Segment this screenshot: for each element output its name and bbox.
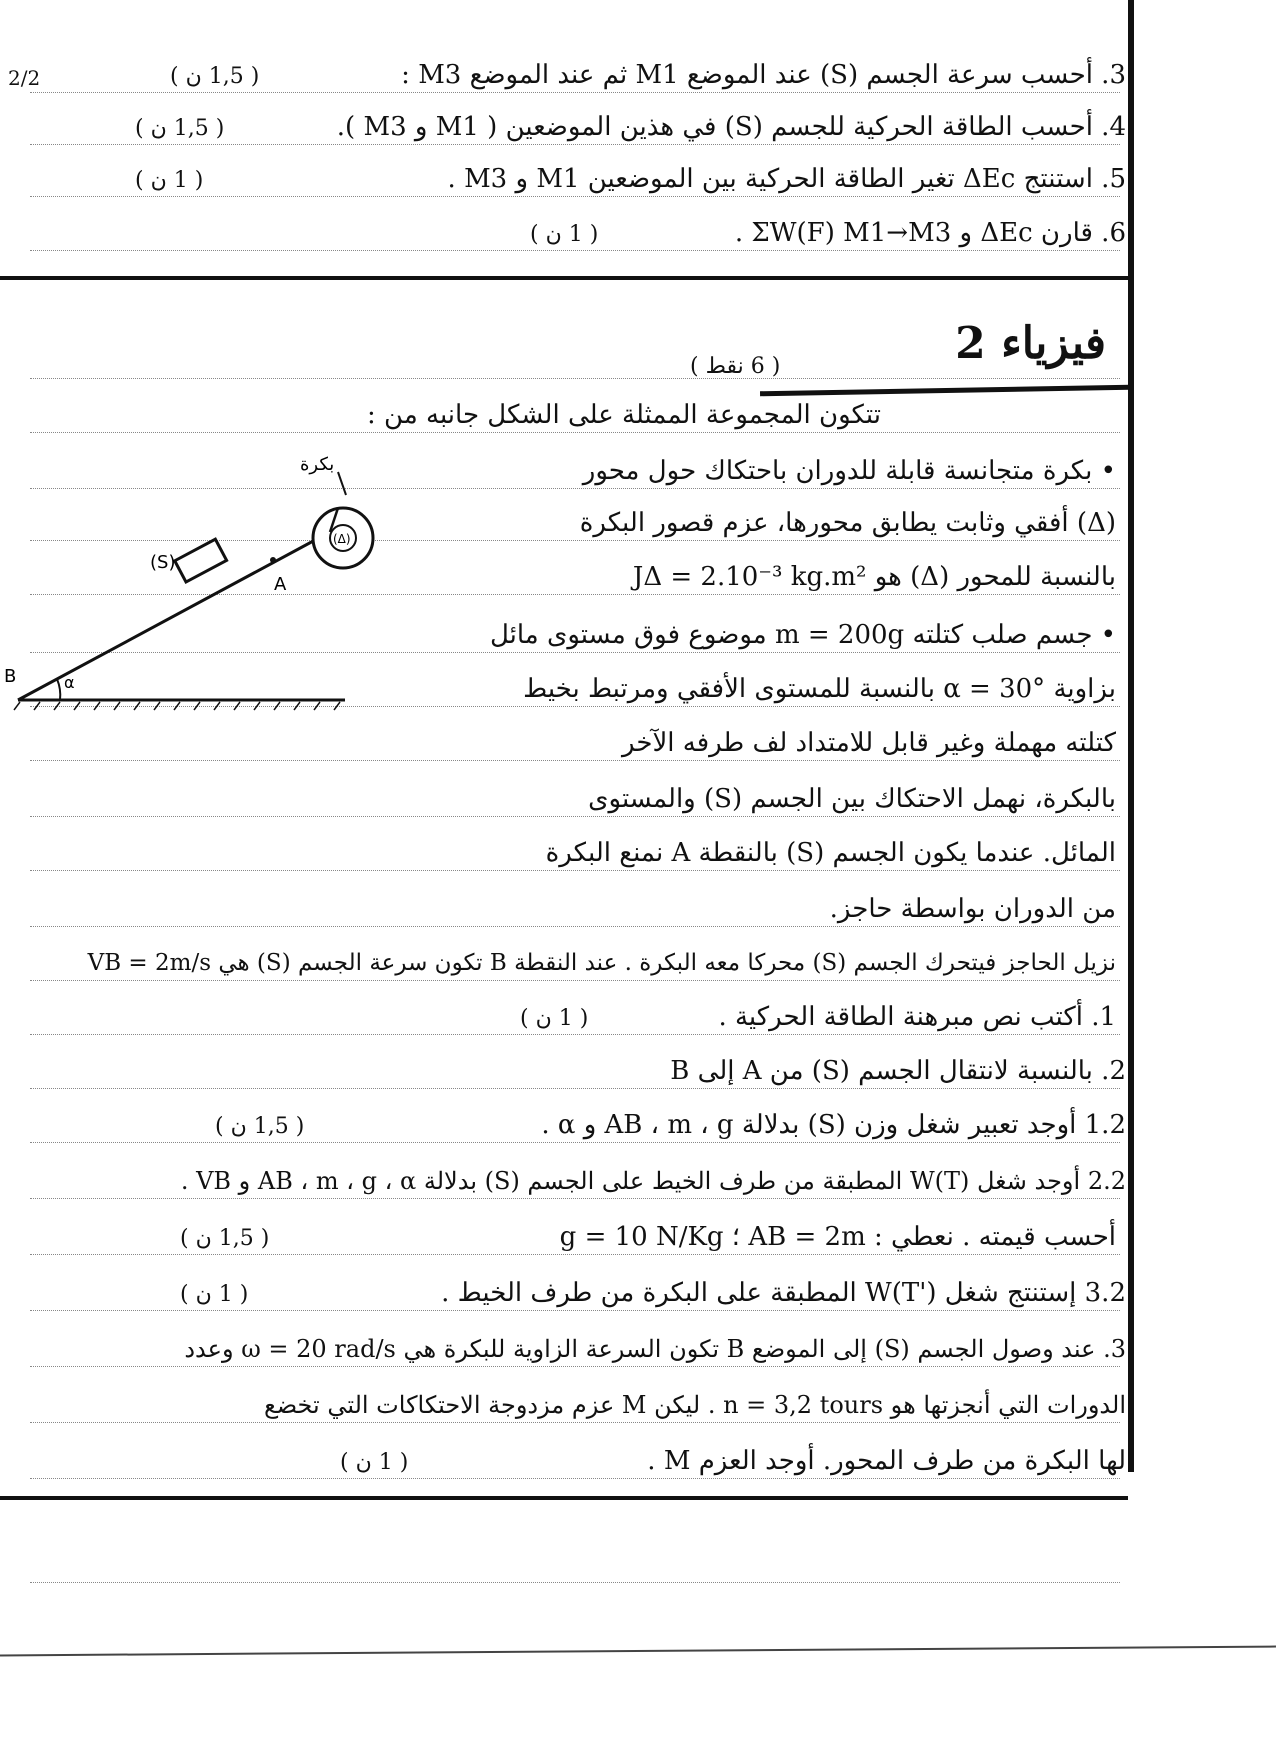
point-a-label: A [274,574,287,595]
dotted-guide [30,926,1120,927]
dotted-guide [30,1422,1120,1423]
body-line-2: (Δ) أفقي وثابت يطابق محورها، عزم قصور البكرة [579,508,1116,538]
body-line-5: بزاوية α = 30° بالنسبة للمستوى الأفقي ومرتبط بخيط [523,674,1116,704]
question-s2-1-points: ( 1 ن ) [520,1006,589,1031]
question-s2-3-text-c: لها البكرة من طرف المحور. أوجد العزم M . [647,1446,1126,1476]
intro-text: تتكون المجموعة الممثلة على الشكل جانبه من : [367,400,881,430]
body-s-label: (S) [150,552,176,573]
section-title: فيزياء 2 [955,318,1106,369]
dotted-guide [30,1366,1120,1367]
body-line-8: المائل. عندما يكون الجسم (S) بالنقطة A نمنع البكرة [545,838,1116,868]
question-s2-2-2-text: 2.2 أوجد شغل W(T) المطبقة من طرف الخيط على الجسم (S) بدلالة AB ، m ، g ، α و VB . [180,1167,1126,1195]
dotted-guide [30,1582,1120,1583]
question-s2-3-2-points: ( 1 ن ) [180,1282,249,1307]
dotted-guide [30,870,1120,871]
question-5-points: ( 1 ن ) [135,168,204,193]
right-margin-line [1128,0,1134,1472]
question-6-text: 6. قارن ΔEc و ΣW(F) M1→M3 . [734,218,1126,248]
question-4-text: 4. أحسب الطاقة الحركية للجسم (S) في هذين الموضعين ( M1 و M3 ). [336,112,1126,142]
question-6-points: ( 1 ن ) [530,222,599,247]
dotted-guide [30,1142,1120,1143]
section-end-divider [0,1496,1128,1500]
section-points: ( 6 نقط ) [690,354,781,379]
body-line-9: من الدوران بواسطة حاجز. [829,894,1116,924]
question-s2-2-2b-text: أحسب قيمته . نعطي : AB = 2m ؛ g = 10 N/Kg [559,1222,1116,1252]
dotted-guide [30,1198,1120,1199]
dotted-guide [30,1088,1120,1089]
question-s2-3-text-a: 3. عند وصول الجسم (S) إلى الموضع B تكون السرعة الزاوية للبكرة هي ω = 20 rad/s وعدد [184,1335,1126,1363]
body-line-3: بالنسبة للمحور (Δ) هو JΔ = 2.10⁻³ kg.m² [632,562,1116,592]
dotted-guide [30,816,1120,817]
question-s2-3-text-b: الدورات التي أنجزتها هو n = 3,2 tours . ليكن M عزم مزدوجة الاحتكاكات التي تخضع [263,1391,1126,1419]
ground-hatch [14,702,340,710]
page-bottom-rule [0,1646,1276,1657]
question-s2-3-points: ( 1 ن ) [340,1450,409,1475]
body-line-6: كتلته مهملة وغير قابل للامتداد لف طرفه الآخر [622,728,1116,758]
question-s2-3-2-text: 3.2 إستنتج شغل W(T') المطبقة على البكرة من طرف الخيط . [441,1278,1126,1308]
release-line: نزيل الحاجز فيتحرك الجسم (S) محركا معه البكرة . عند النقطة B تكون سرعة الجسم (S) هي VB = 2m/s [87,950,1116,976]
dotted-guide [30,432,1120,433]
point-a-dot [270,557,276,563]
point-b-label: B [4,666,17,687]
page-number: 2/2 [8,66,41,90]
dotted-guide [30,1478,1120,1479]
dotted-guide [30,378,1120,379]
question-5-text: 5. استنتج ΔEc تغير الطاقة الحركية بين الموضعين M1 و M3 . [447,164,1126,194]
pulley-label: بكرة [300,454,335,475]
body-line-7: بالبكرة، نهمل الاحتكاك بين الجسم (S) والمستوى [588,784,1116,814]
pulley-arrow [338,472,346,495]
dotted-guide [30,980,1120,981]
angle-arc [57,679,60,700]
question-3-points: ( 1,5 ن ) [170,64,260,89]
delta-label: (Δ) [333,532,351,546]
question-4-points: ( 1,5 ن ) [135,116,225,141]
dotted-guide [30,760,1120,761]
question-s2-2-text: 2. بالنسبة لانتقال الجسم (S) من A إلى B [670,1056,1126,1086]
section-divider [0,276,1128,280]
angle-label: α [64,673,75,692]
question-3-text: 3. أحسب سرعة الجسم (S) عند الموضع M1 ثم عند الموضع M3 : [401,60,1126,90]
body-line-4: • جسم صلب كتلته m = 200g موضوع فوق مستوى مائل [489,620,1116,650]
body-line-1: • بكرة متجانسة قابلة للدوران باحتكاك حول محور [582,456,1116,486]
question-s2-2-1-points: ( 1,5 ن ) [215,1114,305,1139]
question-s2-1-text: 1. أكتب نص مبرهنة الطاقة الحركية . [718,1002,1116,1032]
question-s2-2-1-text: 1.2 أوجد تعبير شغل وزن (S) بدلالة AB ، m ، g و α . [541,1110,1126,1140]
question-s2-2-2b-points: ( 1,5 ن ) [180,1226,270,1251]
inclined-plane-figure [0,450,420,730]
body-s [175,539,227,582]
title-underline [760,385,1130,396]
